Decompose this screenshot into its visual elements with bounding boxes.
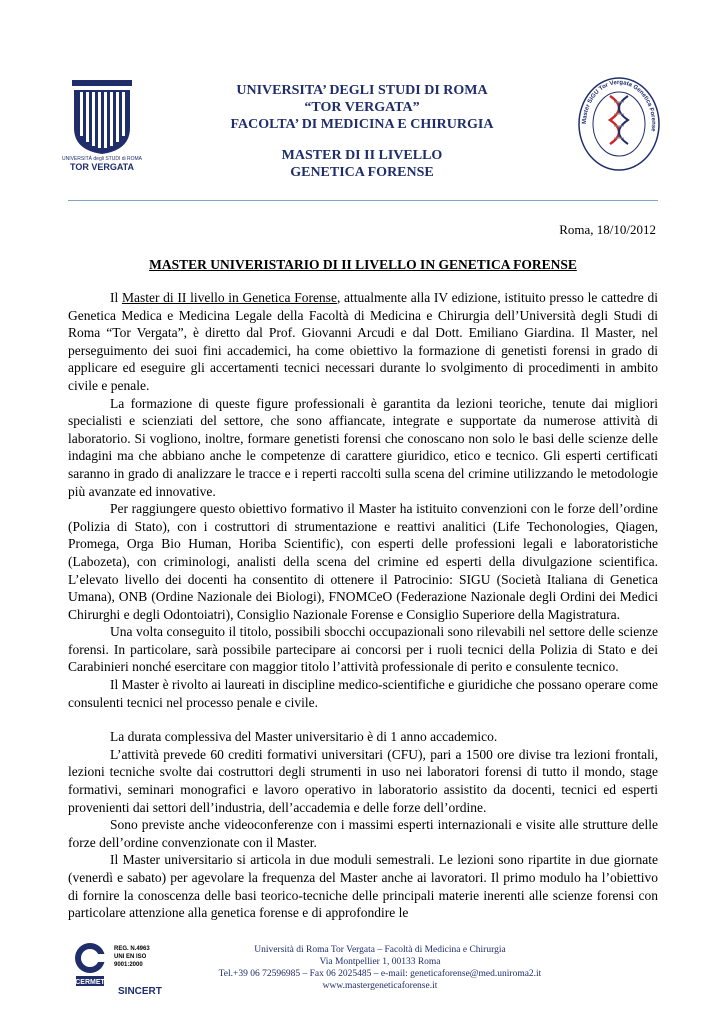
footer-contacts[interactable]: Tel.+39 06 72596985 – Fax 06 2025485 – e-mail: geneticaforense@med.uniroma2.it <box>218 969 542 979</box>
paragraph-duration: La durata complessiva del Master universitario è di 1 anno accademico. <box>110 729 498 745</box>
document-body <box>68 289 658 922</box>
document-title: MASTER UNIVERISTARIO DI II LIVELLO IN GENETICA FORENSE <box>149 257 577 272</box>
campus-name: “TOR VERGATA” <box>304 100 420 115</box>
paragraph-formation: La formazione di queste figure professionali è garantita da lezioni teoriche, tenute dai migliori specialisti e scienziati del settore, che sono affiancate, integrate e supportate da numerose attività di laboratorio. Si vogliono, inoltre, formare genetisti forensi che conoscano non solo le basi delle scienze delle indagini ma che abbiano anche le competenze di carattere giuridico, etico e tecnico. Gli esperti certificati saranno in grado di analizzare le tracce e i reperti raccolti sulla scena del crimine utilizzando le metodologie più avanzate ed innovative. <box>68 395 658 499</box>
paragraph-credits: L’attività prevede 60 crediti formativi universitari (CFU), pari a 1500 ore divise tra lezioni frontali, lezioni tecniche svolte dai costruttori degli strumenti in uso nei laboratori forensi di tutto il mondo, stage formativi, seminari monografici e lavoro operativo in laboratorio assistito da docenti, tecnici ed esperti provenienti dai settori dell’industria, dell’accademia e delle forze dell’ordine. <box>68 746 658 815</box>
footer <box>190 944 570 992</box>
paragraph-modules: Il Master universitario si articola in due moduli semestrali. Le lezioni sono ripartite in due giornate (venerdì e sabato) per agevolare la frequenza del Master anche ai lavoratori. Il primo modulo ha l’obiettivo di fornire la conoscenza delle basi teorico-tecniche delle principali materie inerenti alle scienze forensi con particolare attenzione alla genetica forense e di approfondire le <box>68 852 658 921</box>
footer-website[interactable]: www.mastergeneticaforense.it <box>322 981 438 991</box>
logo-small-text: UNIVERSITÀ degli STUDI di ROMA <box>61 156 143 162</box>
logo-name: TOR VERGATA <box>69 162 135 172</box>
footer-address: Via Montpellier 1, 00133 Roma <box>319 957 441 967</box>
master-level: MASTER DI II LIVELLO <box>281 148 443 163</box>
university-header <box>150 82 574 133</box>
master-subject: GENETICA FORENSE <box>290 165 434 180</box>
cert-reg: REG. N.4963 <box>114 946 150 952</box>
tor-vergata-logo <box>61 76 143 176</box>
dna-seal-icon <box>574 74 664 172</box>
sincert-label: SINCERT <box>118 986 162 997</box>
paragraph-intro <box>68 289 658 395</box>
header-divider <box>68 200 658 201</box>
paragraph-videoconference: Sono previste anche videoconferenze con i massimi esperti internazionali e visite alle strutture delle forze dell’ordine convenzionate con il Master. <box>68 817 658 850</box>
master-link[interactable]: Master di II livello in Genetica Forense <box>121 290 337 305</box>
master-header <box>150 147 574 181</box>
certification-logo <box>70 940 175 1002</box>
cermet-certification-icon <box>70 940 175 1002</box>
cert-code: 9001:2000 <box>114 962 143 968</box>
faculty-name: FACOLTA’ DI MEDICINA E CHIRURGIA <box>230 117 494 132</box>
paragraph-careers: Una volta conseguito il titolo, possibili sbocchi occupazionali sono rilevabili nel settore delle scienze forensi. In particolare, sarà possibile partecipare ai concorsi per i ruoli tecnici della Polizia di Stato e dei Carabinieri nonché esercitare con maggior titolo l’attività professionale di perito e consulente tecnico. <box>68 624 658 675</box>
cert-norm: UNI EN ISO <box>114 954 147 960</box>
seal-ring-text: Master SIGU Tor Vergata Genetica Forense <box>581 79 657 132</box>
footer-line-1: Università di Roma Tor Vergata – Facoltà di Medicina e Chirurgia <box>254 945 506 955</box>
university-name: UNIVERSITA’ DEGLI STUDI DI ROMA <box>236 83 488 98</box>
cermet-label: CERMET <box>75 979 105 986</box>
paragraph-intro-pre: Il <box>110 290 122 305</box>
tor-vergata-emblem-icon <box>61 76 143 176</box>
document-date: Roma, 18/10/2012 <box>559 222 656 237</box>
master-logo <box>574 74 664 172</box>
paragraph-audience: Il Master è rivolto ai laureati in discipline medico-scientifiche e giuridiche che possano operare come consulenti tecnici nel processo penale e civile. <box>68 677 658 710</box>
paragraph-intro-post: , attualmente alla IV edizione, istituito presso le cattedre di Genetica Medica e Medicina Legale della Facoltà di Medicina e Chirurgia dell’Università degli Studi di Roma “Tor Vergata”, è diretto dal Prof. Giovanni Arcudi e dal Dott. Emiliano Giardina. Il Master, nel perseguimento dei suoi fini accademici, ha come obiettivo la formazione di genetisti forensi in grado di applicare ed eseguire gli accertamenti tecnici necessari durante lo svolgimento di procedimenti in ambito civile e penale. <box>68 290 658 393</box>
paragraph-conventions: Per raggiungere questo obiettivo formativo il Master ha istituito convenzioni con le forze dell’ordine (Polizia di Stato), con i costruttori di strumentazione e reattivi analitici (Life Techonologies, Qiagen, Promega, Orga Bio Human, Horiba Scientific), con esperti delle professioni legali e laboratoristiche (Labozeta), con criminologi, analisti della scena del crimine ed esperti della divulgazione scientifica. L’elevato livello dei docenti ha consentito di ottenere il Patrocinio: SIGU (Società Italiana di Genetica Umana), ONB (Ordine Nazionale dei Biologi), FNOMCeO (Federazione Nazionale degli Ordini dei Medici Chirurghi e degli Odontoiatri), Consiglio Nazionale Forense e Consiglio Superiore della Magistratura. <box>68 501 658 622</box>
